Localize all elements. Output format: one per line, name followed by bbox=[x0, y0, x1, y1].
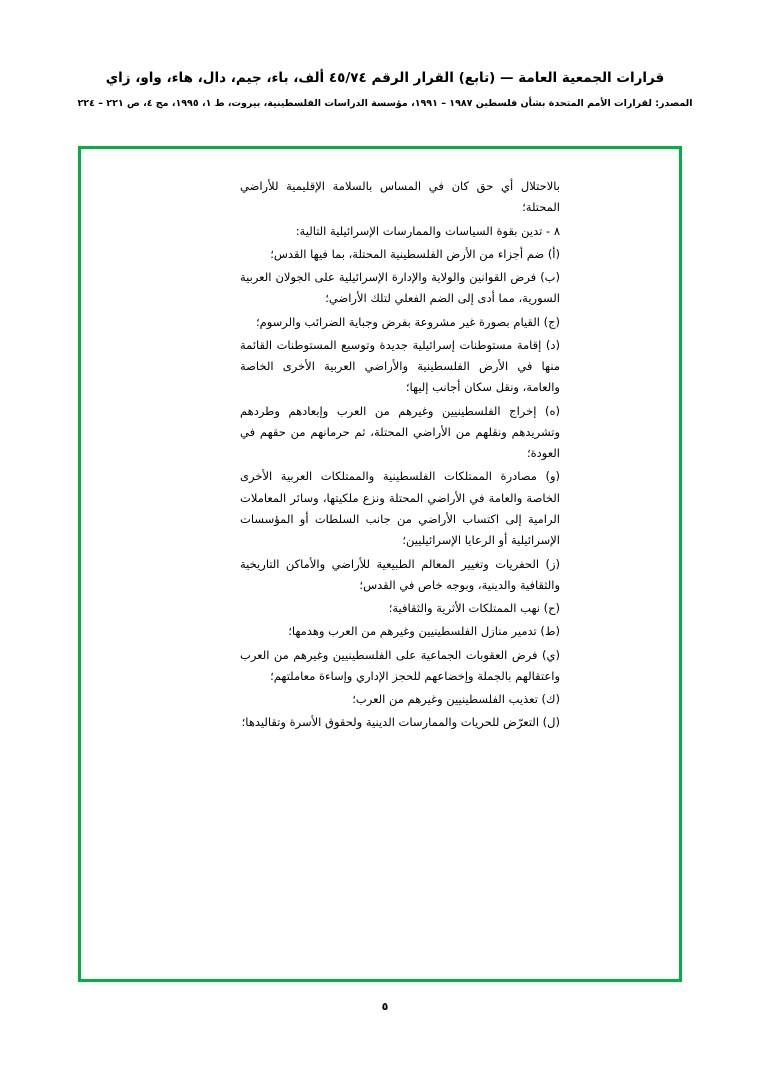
paragraph: (ب) فرض القوانين والولاية والإدارة الإسرائيلية على الجولان العربية السورية، مما أدى إلى الضم الفعلي لتلك الأراضي؛ bbox=[240, 270, 560, 306]
paragraph: (ح) نهب الممتلكات الأثرية والثقافية؛ bbox=[388, 601, 560, 616]
paragraph: (ل) التعرّض للحريات والممارسات الدينية ولحقوق الأسرة وتقاليدها؛ bbox=[241, 715, 560, 730]
document-title: قرارات الجمعية العامة — (تابع) القرار الرقم ٤٥/٧٤ ألف، باء، جيم، دال، هاء، واو، زاي bbox=[105, 70, 665, 86]
paragraph: (ه) إخراج الفلسطينيين وغيرهم من العرب وإبعادهم وطردهم وتشريدهم ونقلهم من الأراضي المحتلة، ثم حرمانهم من حقهم في العودة؛ bbox=[240, 403, 560, 461]
paragraph: ٨ - تدين بقوة السياسات والممارسات الإسرائيلية التالية: bbox=[295, 223, 560, 238]
paragraph: (و) مصادرة الممتلكات الفلسطينية والممتلكات العربية الأخرى الخاصة والعامة في الأراضي المحتلة ونزع ملكيتها، وسائر المعاملات الرامية إلى اكتساب الأراضي من جانب السلطات أو المؤسسات الإسرائيلية أو الرعايا الإسرائيليين؛ bbox=[240, 469, 560, 548]
paragraph: (د) إقامة مستوطنات إسرائيلية جديدة وتوسيع المستوطنات القائمة منها في الأرض الفلسطينية والأراضي العربية الأخرى الخاصة والعامة، ونقل سكان أجانب إليها؛ bbox=[240, 337, 560, 395]
paragraph: (ي) فرض العقوبات الجماعية على الفلسطينيين وغيرهم من العرب واعتقالهم بالجملة وإخضاعهم للحجز الإداري وإساءة معاملتهم؛ bbox=[240, 647, 560, 683]
document-source-line: المصدر: لقرارات الأمم المتحدة بشأن فلسطين ١٩٨٧ – ١٩٩١، مؤسسة الدراسات الفلسطينية، بيروت، ط ١، ١٩٩٥، مج ٤، ص ٢٢١ – ٢٢٤ bbox=[77, 98, 693, 110]
paragraph: (ز) الحفريات وتغيير المعالم الطبيعية للأراضي والأماكن التاريخية والثقافية والدينية، وبوجه خاص في القدس؛ bbox=[240, 556, 560, 592]
paragraph: (ط) تدمير منازل الفلسطينيين وغيرهم من العرب وهدمها؛ bbox=[288, 624, 560, 639]
paragraph: (ج) القيام بصورة غير مشروعة بفرض وجباية الضرائب والرسوم؛ bbox=[255, 314, 560, 329]
document-body bbox=[240, 176, 560, 736]
paragraph: (أ) ضم أجزاء من الأرض الفلسطينية المحتلة، بما فيها القدس؛ bbox=[270, 246, 560, 261]
document-header bbox=[0, 68, 770, 111]
paragraph: (ك) تعذيب الفلسطينيين وغيرهم من العرب؛ bbox=[352, 692, 560, 707]
paragraph: بالاحتلال أي حق كان في المساس بالسلامة الإقليمية للأراضي المحتلة؛ bbox=[240, 179, 560, 215]
page-number: ٥ bbox=[381, 1000, 389, 1013]
